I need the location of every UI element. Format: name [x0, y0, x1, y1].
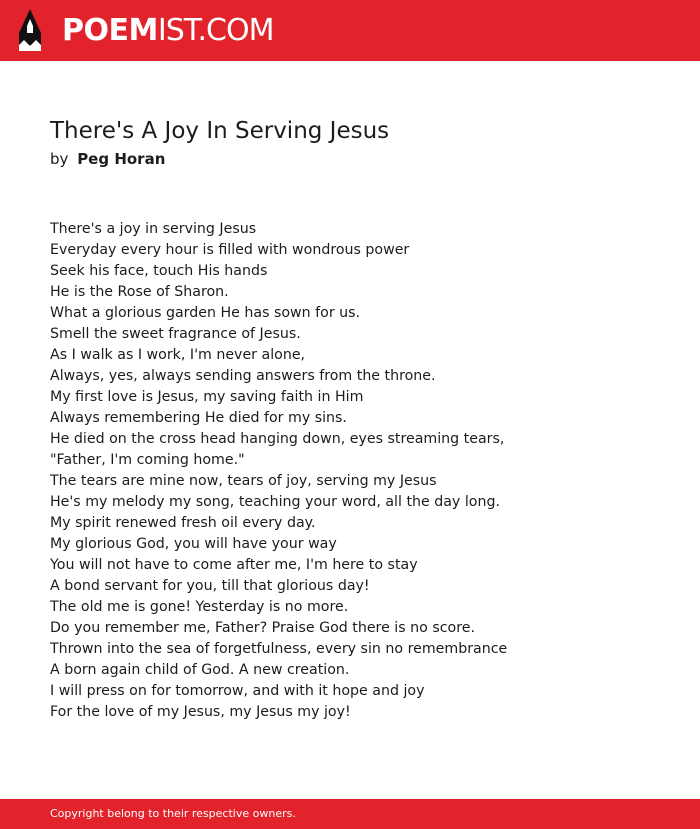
poem-line: He is the Rose of Sharon. — [50, 284, 229, 300]
poem-line: Always remembering He died for my sins. — [50, 410, 347, 426]
poem-line: Everyday every hour is filled with wondrous power — [50, 242, 410, 258]
poem-title: There's A Joy In Serving Jesus — [50, 118, 390, 144]
poem-line: You will not have to come after me, I'm here to stay — [50, 557, 418, 573]
poem-line: He's my melody my song, teaching your word, all the day long. — [50, 494, 500, 510]
poem-line: Smell the sweet fragrance of Jesus. — [50, 326, 301, 342]
by-label: by — [50, 150, 69, 168]
poem-line: My glorious God, you will have your way — [50, 536, 337, 552]
poem-line: Always, yes, always sending answers from the throne. — [50, 368, 436, 384]
poem-body — [50, 219, 507, 723]
poem-line: What a glorious garden He has sown for us. — [50, 305, 361, 321]
poem-line: My spirit renewed fresh oil every day. — [50, 515, 316, 531]
logo-light-text: IST.COM — [157, 13, 274, 48]
pencil-tip-icon[interactable] — [18, 9, 42, 51]
logo-bold-text: POEM — [62, 13, 158, 48]
poem-line: A bond servant for you, till that glorious day! — [50, 578, 370, 594]
poem-line: My first love is Jesus, my saving faith in Him — [50, 389, 364, 405]
poem-line: I will press on for tomorrow, and with it hope and joy — [50, 683, 425, 699]
copyright-notice: Copyright belong to their respective owners. — [50, 807, 296, 820]
poem-line: He died on the cross head hanging down, eyes streaming tears, — [50, 431, 505, 447]
site-header — [0, 0, 700, 61]
poem-line: The tears are mine now, tears of joy, serving my Jesus — [50, 473, 437, 489]
site-logo[interactable] — [62, 12, 273, 50]
byline — [50, 148, 165, 170]
poem-line: A born again child of God. A new creation. — [50, 662, 350, 678]
site-footer — [0, 799, 700, 829]
poem-line: Seek his face, touch His hands — [50, 263, 268, 279]
author-name: Peg Horan — [77, 150, 166, 168]
poem-line: There's a joy in serving Jesus — [50, 221, 257, 237]
poem-line: Do you remember me, Father? Praise God there is no score. — [50, 620, 475, 636]
poem-line: Thrown into the sea of forgetfulness, every sin no remembrance — [50, 641, 508, 657]
poem-line: As I walk as I work, I'm never alone, — [50, 347, 306, 363]
poem-line: For the love of my Jesus, my Jesus my joy! — [50, 704, 351, 720]
poem-line: The old me is gone! Yesterday is no more. — [50, 599, 349, 615]
poem-line: "Father, I'm coming home." — [50, 452, 245, 468]
